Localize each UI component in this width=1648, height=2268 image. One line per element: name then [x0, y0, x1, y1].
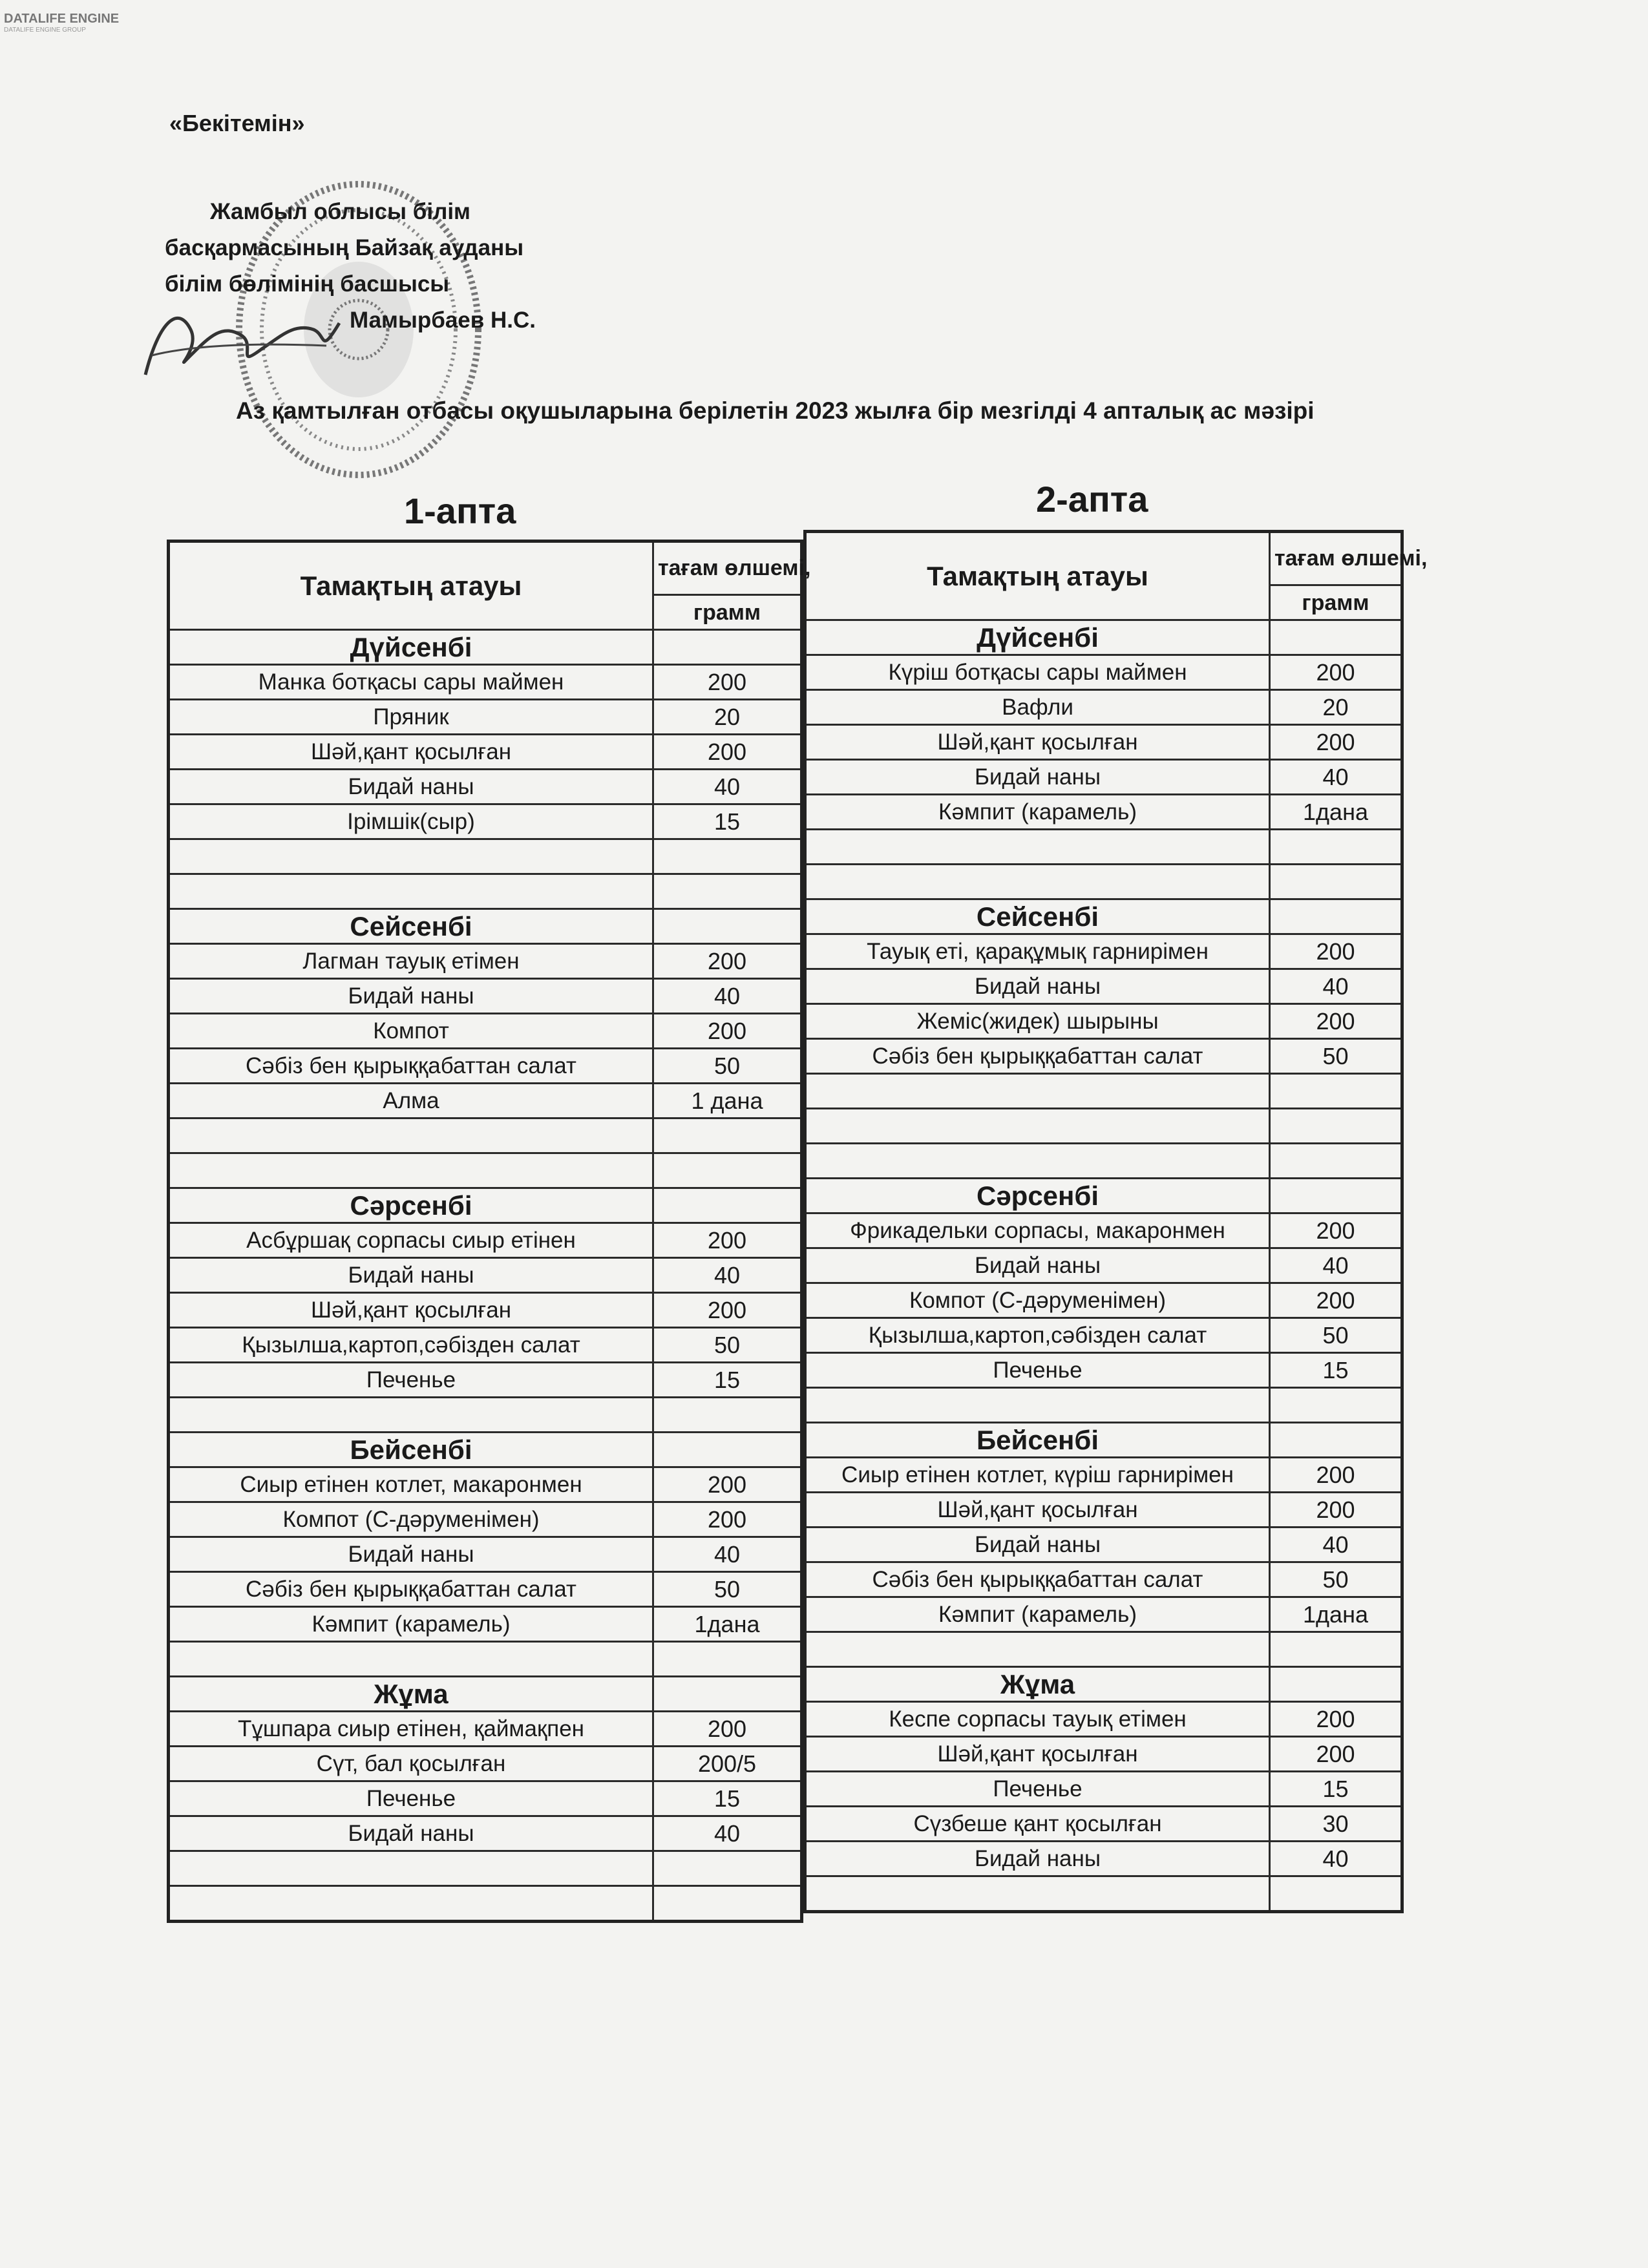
food-name-cell	[805, 1632, 1270, 1667]
food-name-cell: Бидай наны	[805, 969, 1270, 1004]
week1-menu-table	[167, 540, 811, 1923]
day-name: Сәрсенбі	[169, 1188, 653, 1223]
portion-cell	[1270, 1074, 1402, 1109]
portion-cell	[1270, 1667, 1402, 1702]
day-header-row	[169, 1433, 802, 1467]
header-food-name: Тамақтың атауы	[169, 541, 653, 630]
portion-cell	[653, 1433, 802, 1467]
portion-cell	[653, 1642, 802, 1677]
menu-row	[805, 1109, 1402, 1144]
portion-cell: 15	[653, 804, 802, 839]
portion-cell	[1270, 1876, 1402, 1912]
food-name-cell: Бидай наны	[169, 1537, 653, 1572]
menu-row	[169, 1398, 802, 1433]
portion-cell: 50	[653, 1049, 802, 1084]
menu-row	[169, 1816, 802, 1851]
menu-row	[169, 839, 802, 874]
menu-row	[169, 700, 802, 735]
day-name: Дүйсенбі	[169, 630, 653, 665]
food-name-cell: Бидай наны	[805, 1528, 1270, 1562]
food-name-cell: Шәй,қант қосылған	[169, 1293, 653, 1328]
food-name-cell: Бидай наны	[169, 979, 653, 1014]
approver-block	[165, 194, 536, 339]
portion-cell	[653, 909, 802, 944]
week1-rows	[169, 630, 802, 1922]
portion-cell: 200	[653, 735, 802, 770]
food-name-cell: Сәбіз бен қырыққабаттан салат	[805, 1562, 1270, 1597]
week2-rows	[805, 620, 1402, 1912]
day-name: Жұма	[805, 1667, 1270, 1702]
menu-row	[169, 1118, 802, 1153]
menu-row	[169, 1467, 802, 1502]
portion-cell: 200	[653, 1502, 802, 1537]
day-name: Дүйсенбі	[805, 620, 1270, 655]
portion-cell: 200	[1270, 1213, 1402, 1248]
portion-cell: 200	[653, 1467, 802, 1502]
menu-row	[169, 1607, 802, 1642]
portion-cell: 1дана	[653, 1607, 802, 1642]
portion-cell: 40	[653, 770, 802, 804]
portion-cell: 50	[1270, 1318, 1402, 1353]
food-name-cell: Бидай наны	[805, 1842, 1270, 1876]
menu-row	[169, 1223, 802, 1258]
menu-row	[169, 1851, 802, 1886]
menu-row	[805, 1807, 1402, 1842]
portion-cell	[1270, 1388, 1402, 1423]
portion-cell: 200	[1270, 725, 1402, 760]
food-name-cell: Қызылша,картоп,сәбізден салат	[805, 1318, 1270, 1353]
watermark-tagline: DATALIFE ENGINE GROUP	[4, 26, 86, 34]
food-name-cell: Тұшпара сиыр етінен, қаймақпен	[169, 1712, 653, 1747]
portion-cell: 40	[653, 1258, 802, 1293]
portion-cell: 50	[1270, 1562, 1402, 1597]
document-title: Аз қамтылған отбасы оқушыларына берілетін 2023 жылға бір мезгілді 4 апталық ас мәзірі	[236, 397, 1315, 424]
food-name-cell	[805, 1388, 1270, 1423]
menu-row	[805, 1493, 1402, 1528]
week2-label: 2-апта	[1036, 479, 1148, 520]
food-name-cell	[169, 874, 653, 909]
food-name-cell: Асбұршақ сорпасы сиыр етінен	[169, 1223, 653, 1258]
portion-cell: 15	[653, 1781, 802, 1816]
menu-row	[169, 1293, 802, 1328]
approver-line2: басқармасының Байзақ ауданы	[165, 235, 524, 260]
portion-cell: 40	[1270, 969, 1402, 1004]
portion-cell: 30	[1270, 1807, 1402, 1842]
food-name-cell	[169, 1153, 653, 1188]
portion-cell: 200	[1270, 934, 1402, 969]
food-name-cell	[805, 1074, 1270, 1109]
food-name-cell: Печенье	[805, 1772, 1270, 1807]
menu-row	[169, 1049, 802, 1084]
food-name-cell: Жеміс(жидек) шырыны	[805, 1004, 1270, 1039]
menu-row	[805, 1702, 1402, 1737]
day-name: Жұма	[169, 1677, 653, 1712]
menu-row	[169, 735, 802, 770]
food-name-cell: Компот (С-дәруменімен)	[805, 1283, 1270, 1318]
portion-cell	[1270, 865, 1402, 899]
food-name-cell	[805, 830, 1270, 865]
watermark-brand: DATALIFE ENGINE	[4, 12, 120, 26]
portion-cell: 40	[1270, 760, 1402, 795]
menu-row	[805, 1144, 1402, 1179]
food-name-cell: Кәмпит (карамель)	[805, 795, 1270, 830]
portion-cell: 1дана	[1270, 1597, 1402, 1632]
food-name-cell: Лагман тауық етімен	[169, 944, 653, 979]
portion-cell: 1дана	[1270, 795, 1402, 830]
portion-cell: 200	[653, 1712, 802, 1747]
menu-row	[805, 1213, 1402, 1248]
portion-cell: 200	[653, 1223, 802, 1258]
portion-cell	[1270, 1632, 1402, 1667]
food-name-cell: Пряник	[169, 700, 653, 735]
portion-cell	[1270, 1179, 1402, 1213]
portion-cell: 40	[1270, 1248, 1402, 1283]
food-name-cell: Сүзбеше қант қосылған	[805, 1807, 1270, 1842]
food-name-cell: Бидай наны	[169, 1816, 653, 1851]
food-name-cell	[805, 1876, 1270, 1912]
menu-row	[805, 1737, 1402, 1772]
portion-cell: 200	[1270, 655, 1402, 690]
food-name-cell	[169, 1642, 653, 1677]
food-name-cell: Вафли	[805, 690, 1270, 725]
portion-cell: 200	[1270, 1493, 1402, 1528]
menu-row	[169, 944, 802, 979]
portion-cell	[653, 1851, 802, 1886]
portion-cell: 200	[1270, 1737, 1402, 1772]
menu-row	[169, 1747, 802, 1781]
header-portion-size: тағам өлшемі,	[1270, 532, 1402, 585]
menu-row	[169, 770, 802, 804]
food-name-cell: Сиыр етінен котлет, макаронмен	[169, 1467, 653, 1502]
food-name-cell	[805, 1109, 1270, 1144]
portion-cell	[1270, 899, 1402, 934]
portion-cell: 20	[1270, 690, 1402, 725]
header-unit: грамм	[1270, 585, 1402, 620]
food-name-cell: Компот (С-дәруменімен)	[169, 1502, 653, 1537]
approver-line1: Жамбыл облысы білім	[210, 199, 470, 224]
menu-row	[169, 1537, 802, 1572]
portion-cell: 40	[653, 979, 802, 1014]
watermark	[4, 12, 119, 34]
day-name: Сәрсенбі	[805, 1179, 1270, 1213]
menu-row	[805, 1283, 1402, 1318]
day-header-row	[169, 630, 802, 665]
menu-row	[169, 1502, 802, 1537]
food-name-cell	[169, 1886, 653, 1922]
header-unit: грамм	[653, 595, 802, 630]
food-name-cell: Сиыр етінен котлет, күріш гарнирімен	[805, 1458, 1270, 1493]
menu-row	[805, 934, 1402, 969]
menu-row	[169, 665, 802, 700]
portion-cell: 200	[653, 1293, 802, 1328]
menu-row	[169, 1084, 802, 1118]
menu-row	[805, 655, 1402, 690]
portion-cell: 200/5	[653, 1747, 802, 1781]
food-name-cell: Шәй,қант қосылған	[805, 1493, 1270, 1528]
portion-cell: 1 дана	[653, 1084, 802, 1118]
food-name-cell: Кәмпит (карамель)	[169, 1607, 653, 1642]
food-name-cell: Сәбіз бен қырыққабаттан салат	[805, 1039, 1270, 1074]
food-name-cell: Сәбіз бен қырыққабаттан салат	[169, 1049, 653, 1084]
menu-row	[169, 1712, 802, 1747]
menu-row	[805, 1597, 1402, 1632]
menu-row	[805, 1388, 1402, 1423]
week2-menu-table	[803, 530, 1428, 1913]
food-name-cell: Күріш ботқасы сары маймен	[805, 655, 1270, 690]
portion-cell: 200	[653, 665, 802, 700]
portion-cell: 40	[653, 1816, 802, 1851]
food-name-cell	[169, 1398, 653, 1433]
day-name: Бейсенбі	[805, 1423, 1270, 1458]
menu-row	[169, 979, 802, 1014]
food-name-cell	[169, 839, 653, 874]
food-name-cell: Манка ботқасы сары маймен	[169, 665, 653, 700]
food-name-cell: Қызылша,картоп,сәбізден салат	[169, 1328, 653, 1363]
portion-cell	[1270, 1109, 1402, 1144]
menu-row	[805, 1458, 1402, 1493]
food-name-cell: Печенье	[805, 1353, 1270, 1388]
food-name-cell: Печенье	[169, 1781, 653, 1816]
approval-label: «Бекітемін»	[169, 110, 305, 136]
menu-row	[805, 760, 1402, 795]
portion-cell	[653, 1886, 802, 1922]
food-name-cell: Шәй,қант қосылған	[169, 735, 653, 770]
portion-cell: 15	[653, 1363, 802, 1398]
portion-cell: 50	[1270, 1039, 1402, 1074]
food-name-cell: Фрикадельки сорпасы, макаронмен	[805, 1213, 1270, 1248]
portion-cell	[653, 839, 802, 874]
day-header-row	[169, 909, 802, 944]
menu-row	[805, 690, 1402, 725]
week1-label: 1-апта	[404, 490, 516, 531]
portion-cell	[653, 630, 802, 665]
menu-row	[805, 1772, 1402, 1807]
portion-cell: 200	[653, 944, 802, 979]
day-header-row	[805, 1179, 1402, 1213]
menu-row	[805, 1248, 1402, 1283]
menu-row	[805, 1842, 1402, 1876]
day-header-row	[805, 1667, 1402, 1702]
menu-row	[169, 1363, 802, 1398]
approver-line3: білім бөлімінің басшысы	[165, 271, 450, 297]
menu-row	[805, 1004, 1402, 1039]
food-name-cell	[805, 1144, 1270, 1179]
menu-row	[169, 1572, 802, 1607]
menu-row	[805, 1562, 1402, 1597]
food-name-cell: Шәй,қант қосылған	[805, 725, 1270, 760]
header-food-name: Тамақтың атауы	[805, 532, 1270, 620]
portion-cell	[653, 1677, 802, 1712]
food-name-cell	[169, 1118, 653, 1153]
portion-cell: 50	[653, 1572, 802, 1607]
portion-cell: 50	[653, 1328, 802, 1363]
menu-row	[805, 1528, 1402, 1562]
portion-cell: 40	[653, 1537, 802, 1572]
portion-cell: 200	[1270, 1283, 1402, 1318]
day-header-row	[169, 1677, 802, 1712]
food-name-cell: Ірімшік(сыр)	[169, 804, 653, 839]
menu-row	[805, 1876, 1402, 1912]
portion-cell: 20	[653, 700, 802, 735]
menu-row	[805, 1039, 1402, 1074]
menu-row	[805, 795, 1402, 830]
menu-row	[169, 1886, 802, 1922]
portion-cell	[653, 1398, 802, 1433]
portion-cell	[1270, 1144, 1402, 1179]
menu-row	[169, 1781, 802, 1816]
food-name-cell: Бидай наны	[169, 770, 653, 804]
food-name-cell	[169, 1851, 653, 1886]
food-name-cell: Шәй,қант қосылған	[805, 1737, 1270, 1772]
day-name: Сейсенбі	[169, 909, 653, 944]
day-name: Сейсенбі	[805, 899, 1270, 934]
portion-cell: 15	[1270, 1772, 1402, 1807]
portion-cell	[653, 1118, 802, 1153]
day-header-row	[805, 899, 1402, 934]
portion-cell: 15	[1270, 1353, 1402, 1388]
food-name-cell: Бидай наны	[805, 1248, 1270, 1283]
portion-cell: 200	[1270, 1004, 1402, 1039]
approver-name: Мамырбаев Н.С.	[350, 308, 536, 333]
portion-cell: 200	[1270, 1702, 1402, 1737]
menu-row	[169, 1328, 802, 1363]
day-header-row	[805, 1423, 1402, 1458]
food-name-cell: Бидай наны	[805, 760, 1270, 795]
food-name-cell: Печенье	[169, 1363, 653, 1398]
portion-cell	[1270, 830, 1402, 865]
food-name-cell: Сәбіз бен қырыққабаттан салат	[169, 1572, 653, 1607]
portion-cell	[1270, 620, 1402, 655]
portion-cell: 40	[1270, 1528, 1402, 1562]
portion-cell	[653, 874, 802, 909]
food-name-cell: Кеспе сорпасы тауық етімен	[805, 1702, 1270, 1737]
food-name-cell: Алма	[169, 1084, 653, 1118]
menu-row	[805, 1353, 1402, 1388]
header-portion-size: тағам өлшемі,	[653, 541, 802, 595]
day-header-row	[169, 1188, 802, 1223]
menu-row	[169, 1153, 802, 1188]
portion-cell: 200	[1270, 1458, 1402, 1493]
menu-row	[169, 804, 802, 839]
food-name-cell: Компот	[169, 1014, 653, 1049]
menu-row	[805, 830, 1402, 865]
food-name-cell: Кәмпит (карамель)	[805, 1597, 1270, 1632]
menu-row	[805, 725, 1402, 760]
menu-row	[805, 865, 1402, 899]
menu-row	[169, 874, 802, 909]
menu-row	[169, 1642, 802, 1677]
menu-row	[169, 1014, 802, 1049]
portion-cell	[653, 1153, 802, 1188]
menu-row	[169, 1258, 802, 1293]
portion-cell: 40	[1270, 1842, 1402, 1876]
portion-cell: 200	[653, 1014, 802, 1049]
day-name: Бейсенбі	[169, 1433, 653, 1467]
food-name-cell: Бидай наны	[169, 1258, 653, 1293]
food-name-cell: Тауық еті, қарақұмық гарнирімен	[805, 934, 1270, 969]
food-name-cell: Сүт, бал қосылған	[169, 1747, 653, 1781]
portion-cell	[653, 1188, 802, 1223]
menu-row	[805, 1632, 1402, 1667]
menu-row	[805, 969, 1402, 1004]
menu-row	[805, 1074, 1402, 1109]
menu-row	[805, 1318, 1402, 1353]
food-name-cell	[805, 865, 1270, 899]
portion-cell	[1270, 1423, 1402, 1458]
day-header-row	[805, 620, 1402, 655]
